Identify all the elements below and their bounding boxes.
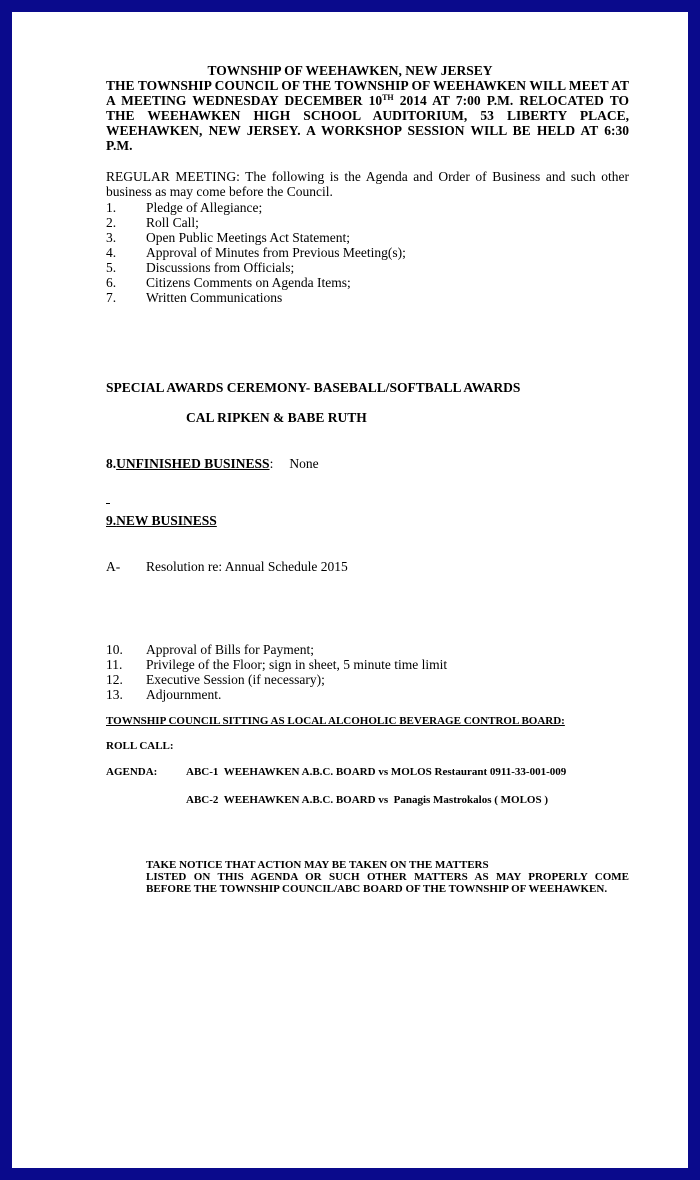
unfinished-business-heading: UNFINISHED BUSINESS — [116, 456, 270, 471]
item-text: Resolution re: Annual Schedule 2015 — [146, 559, 348, 574]
list-item — [106, 245, 629, 260]
item-text: Pledge of Allegiance; — [146, 200, 263, 215]
item-text: Approval of Minutes from Previous Meeting(s); — [146, 245, 406, 260]
special-awards-subheading: CAL RIPKEN & BABE RUTH — [186, 410, 367, 425]
new-business-heading: NEW BUSINESS — [116, 513, 217, 528]
item-number: 3. — [106, 230, 117, 245]
list-item — [106, 215, 629, 230]
item-text: Executive Session (if necessary); — [146, 672, 325, 687]
item-text: Roll Call; — [146, 215, 199, 230]
item-number: 12. — [106, 672, 123, 687]
regular-meeting-intro: REGULAR MEETING: The following is the Agenda and Order of Business and such other business as may come before the Council. — [106, 169, 629, 199]
item-number: 7. — [106, 290, 117, 305]
item-text: Adjournment. — [146, 687, 222, 702]
list-item — [106, 290, 629, 305]
item-text: Open Public Meetings Act Statement; — [146, 230, 350, 245]
section-number: 8. — [106, 456, 117, 471]
special-awards-heading: SPECIAL AWARDS CEREMONY- BASEBALL/SOFTBALL AWARDS — [106, 380, 521, 395]
section-number: 9. — [106, 513, 117, 528]
item-text: Privilege of the Floor; sign in sheet, 5 minute time limit — [146, 657, 448, 672]
item-number: 10. — [106, 642, 123, 657]
meeting-announcement — [106, 78, 629, 153]
list-item — [106, 559, 629, 574]
list-item — [106, 230, 629, 245]
item-text: Citizens Comments on Agenda Items; — [146, 275, 351, 290]
item-letter: A- — [106, 559, 121, 574]
document-page — [12, 12, 688, 1168]
item-number: 2. — [106, 215, 117, 230]
item-text: Discussions from Officials; — [146, 260, 295, 275]
item-number: 6. — [106, 275, 117, 290]
list-item — [106, 642, 629, 657]
notice-line: TAKE NOTICE THAT ACTION MAY BE TAKEN ON THE MATTERS — [146, 859, 489, 871]
item-text: Written Communications — [146, 290, 283, 305]
list-item — [106, 672, 629, 687]
abc-item-1: ABC-1 WEEHAWKEN A.B.C. BOARD vs MOLOS Restaurant 0911-33-001-009 — [186, 766, 567, 778]
announcement-superscript: TH — [382, 93, 394, 102]
agenda-label: AGENDA: — [106, 766, 158, 778]
item-number: 13. — [106, 687, 123, 702]
roll-call-label: ROLL CALL: — [106, 740, 174, 752]
stray-underline-mark — [106, 503, 110, 504]
abc-board-heading: TOWNSHIP COUNCIL SITTING AS LOCAL ALCOHOLIC BEVERAGE CONTROL BOARD: — [106, 715, 565, 727]
announcement-text-part1: THE TOWNSHIP COUNCIL OF THE TOWNSHIP OF WEEHAWKEN WILL MEET AT A MEETING WEDNESDAY DECEMBER 10 — [106, 78, 629, 108]
item-number: 1. — [106, 200, 117, 215]
item-number: 4. — [106, 245, 117, 260]
list-item — [106, 260, 629, 275]
notice-line: LISTED ON THIS AGENDA OR SUCH OTHER MATTERS AS MAY PROPERLY COME — [146, 871, 629, 883]
unfinished-business-line — [106, 456, 319, 472]
take-notice-paragraph — [146, 859, 629, 895]
abc-item-2: ABC-2 WEEHAWKEN A.B.C. BOARD vs Panagis Mastrokalos ( MOLOS ) — [186, 794, 549, 806]
list-item — [106, 657, 629, 672]
list-item — [106, 200, 629, 215]
document-title: TOWNSHIP OF WEEHAWKEN, NEW JERSEY — [207, 63, 493, 78]
item-number: 5. — [106, 260, 117, 275]
announcement-text-part2: 2014 AT 7:00 P.M. RELOCATED TO THE WEEHAWKEN HIGH SCHOOL AUDITORIUM, 53 LIBERTY PLACE, WEEHAWKEN, NEW JERSEY. A WORKSHOP SESSION WILL BE HELD AT 6:30 P.M. — [106, 93, 629, 153]
unfinished-business-value: None — [289, 456, 319, 471]
list-item — [106, 275, 629, 290]
notice-line: BEFORE THE TOWNSHIP COUNCIL/ABC BOARD OF THE TOWNSHIP OF WEEHAWKEN. — [146, 883, 608, 895]
item-number: 11. — [106, 657, 123, 672]
unfinished-business-colon: : — [269, 456, 274, 471]
list-item — [106, 687, 629, 702]
new-business-line — [106, 513, 217, 529]
item-text: Approval of Bills for Payment; — [146, 642, 314, 657]
